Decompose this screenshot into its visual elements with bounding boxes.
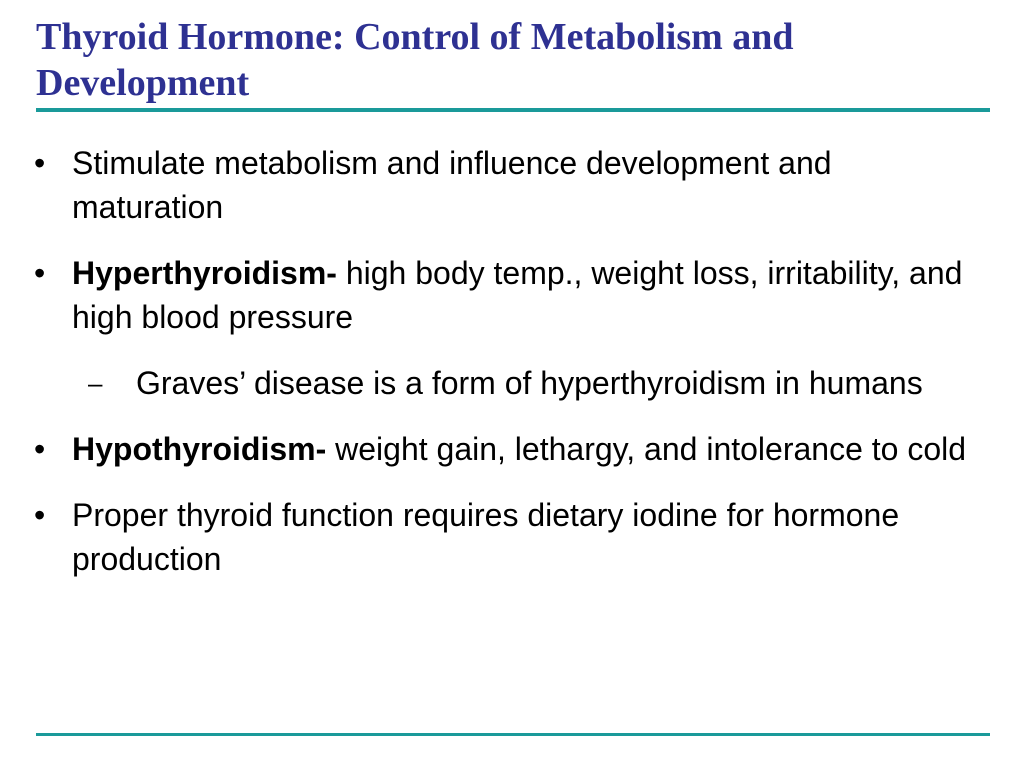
bullet-item-iodine	[0, 493, 972, 581]
bullet-dot-icon: •	[34, 497, 46, 533]
bullet-text: Stimulate metabolism and influence development and maturation	[72, 145, 832, 225]
bullet-item-hyperthyroidism	[0, 251, 972, 339]
slide-title: Thyroid Hormone: Control of Metabolism and Development	[36, 16, 794, 104]
title-divider	[36, 108, 990, 112]
footer-divider	[36, 733, 990, 736]
bullet-dot-icon: •	[34, 145, 46, 181]
sub-bullet-item-graves	[0, 361, 976, 405]
slide-body	[0, 141, 1024, 581]
bullet-bold-term: Hypothyroidism-	[72, 431, 327, 467]
bullet-text: Graves’ disease is a form of hyperthyroidism in humans	[136, 365, 923, 401]
bullet-text: high body temp., weight loss, irritability, and high blood pressure	[72, 255, 963, 335]
bullet-dot-icon: •	[34, 431, 46, 467]
bullet-dot-icon: •	[34, 255, 46, 291]
bullet-text: Proper thyroid function requires dietary iodine for hormone production	[72, 497, 900, 577]
bullet-dash-icon: –	[88, 368, 103, 398]
bullet-bold-term: Hyperthyroidism-	[72, 255, 337, 291]
bullet-text: weight gain, lethargy, and intolerance to cold	[326, 431, 967, 467]
bullet-item-hypothyroidism	[0, 427, 972, 471]
bullet-item-metabolism	[0, 141, 972, 229]
